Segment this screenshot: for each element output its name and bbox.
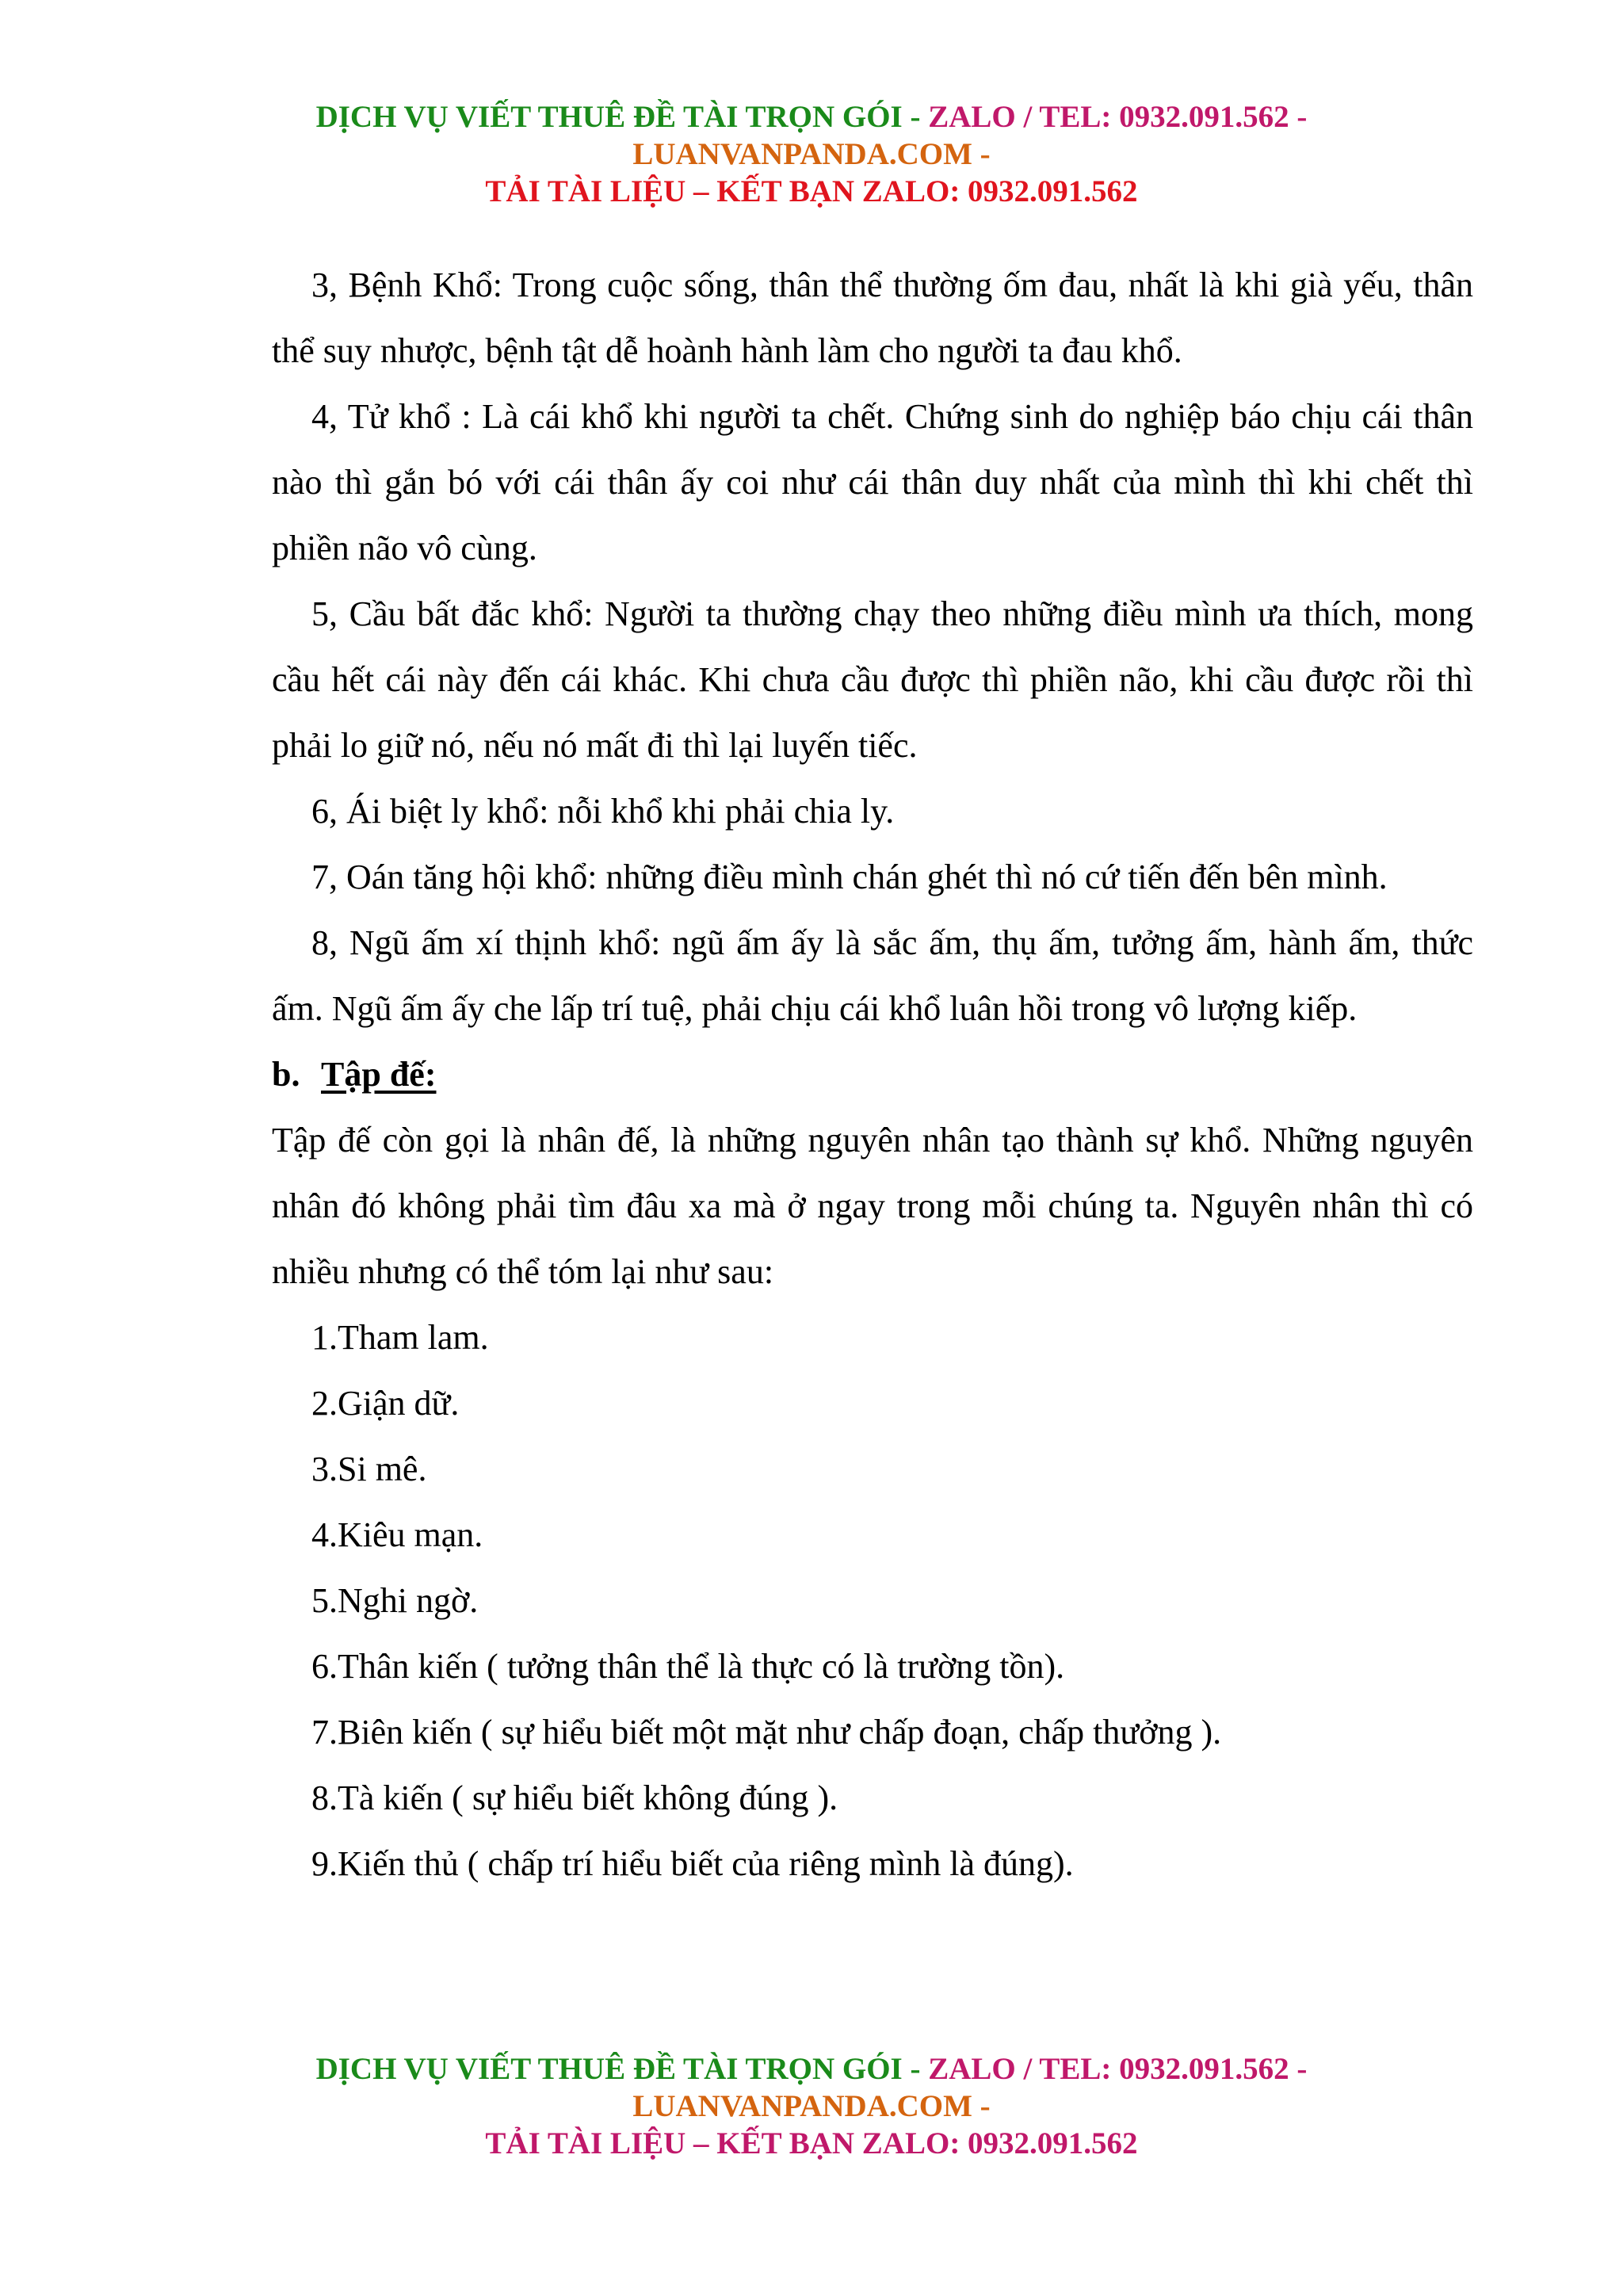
header-service-text: DỊCH VỤ VIẾT THUÊ ĐỀ TÀI TRỌN GÓI -: [315, 100, 929, 134]
list-item: 3.Si mê.: [311, 1450, 427, 1488]
footer-line-1: [0, 2050, 1623, 2088]
header-contact-text: ZALO / TEL: 0932.091.562 -: [928, 100, 1308, 134]
section-title: Tập đế:: [321, 1055, 437, 1094]
footer-banner: [0, 2050, 1623, 2162]
header-banner: [0, 98, 1623, 210]
footer-contact-text: ZALO / TEL: 0932.091.562 -: [928, 2052, 1308, 2086]
section-heading: [272, 1041, 1473, 1107]
footer-download-text: TẢI TÀI LIỆU – KẾT BẠN ZALO: 0932.091.562: [485, 2126, 1138, 2160]
footer-website-text: LUANVANPANDA.COM -: [632, 2089, 991, 2123]
header-download-text: TẢI TÀI LIỆU – KẾT BẠN ZALO: 0932.091.562: [485, 174, 1138, 208]
list-item: 7.Biên kiến ( sự hiểu biết một mặt như chấp đoạn, chấp thưởng ).: [311, 1713, 1222, 1752]
list-item: 6.Thân kiến ( tưởng thân thể là thực có là trường tồn).: [311, 1647, 1065, 1686]
list-item: 5.Nghi ngờ.: [311, 1581, 479, 1620]
header-website-text: LUANVANPANDA.COM -: [632, 137, 991, 171]
paragraph-tu-kho: 4, Tử khổ : Là cái khổ khi người ta chết. Chứng sinh do nghiệp báo chịu cái thân nào thì gắn bó với cái thân ấy coi như cái thân duy nhất của mình thì khi chết thì phiền não vô cùng.: [272, 397, 1473, 567]
page-body: [272, 252, 1473, 1897]
list-item: 1.Tham lam.: [311, 1318, 489, 1357]
list-item: 8.Tà kiến ( sự hiểu biết không đúng ).: [311, 1778, 838, 1817]
paragraph-ai-biet-ly-kho: 6, Ái biệt ly khổ: nỗi khổ khi phải chia ly.: [311, 792, 895, 831]
paragraph-cau-bat-dac-kho: 5, Cầu bất đắc khổ: Người ta thường chạy theo những điều mình ưa thích, mong cầu hết cái này đến cái khác. Khi chưa cầu được thì phiền não, khi cầu được rồi thì phải lo giữ nó, nếu nó mất đi thì lại luyến tiếc.: [272, 594, 1473, 765]
section-label: b.: [272, 1055, 300, 1094]
footer-service-text: DỊCH VỤ VIẾT THUÊ ĐỀ TÀI TRỌN GÓI -: [315, 2052, 929, 2086]
list-item: 9.Kiến thủ ( chấp trí hiểu biết của riêng mình là đúng).: [311, 1844, 1074, 1883]
paragraph-ngu-am-kho: 8, Ngũ ấm xí thịnh khổ: ngũ ấm ấy là sắc ấm, thụ ấm, tưởng ấm, hành ấm, thức ấm. Ngũ ấm ấy che lấp trí tuệ, phải chịu cái khổ luân hồi trong vô lượng kiếp.: [272, 923, 1473, 1028]
paragraph-benh-kho: 3, Bệnh Khổ: Trong cuộc sống, thân thể thường ốm đau, nhất là khi già yếu, thân thể suy nhược, bệnh tật dễ hoành hành làm cho người ta đau khổ.: [272, 266, 1473, 370]
header-line-1: [0, 98, 1623, 136]
paragraph-tap-de-intro: Tập đế còn gọi là nhân đế, là những nguyên nhân tạo thành sự khổ. Những nguyên nhân đó không phải tìm đâu xa mà ở ngay trong mỗi chúng ta. Nguyên nhân thì có nhiều nhưng có thể tóm lại như sau:: [272, 1121, 1473, 1291]
list-item: 2.Giận dữ.: [311, 1384, 460, 1423]
paragraph-oan-tang-hoi-kho: 7, Oán tăng hội khổ: những điều mình chán ghét thì nó cứ tiến đến bên mình.: [311, 858, 1388, 896]
list-item: 4.Kiêu mạn.: [311, 1515, 483, 1554]
